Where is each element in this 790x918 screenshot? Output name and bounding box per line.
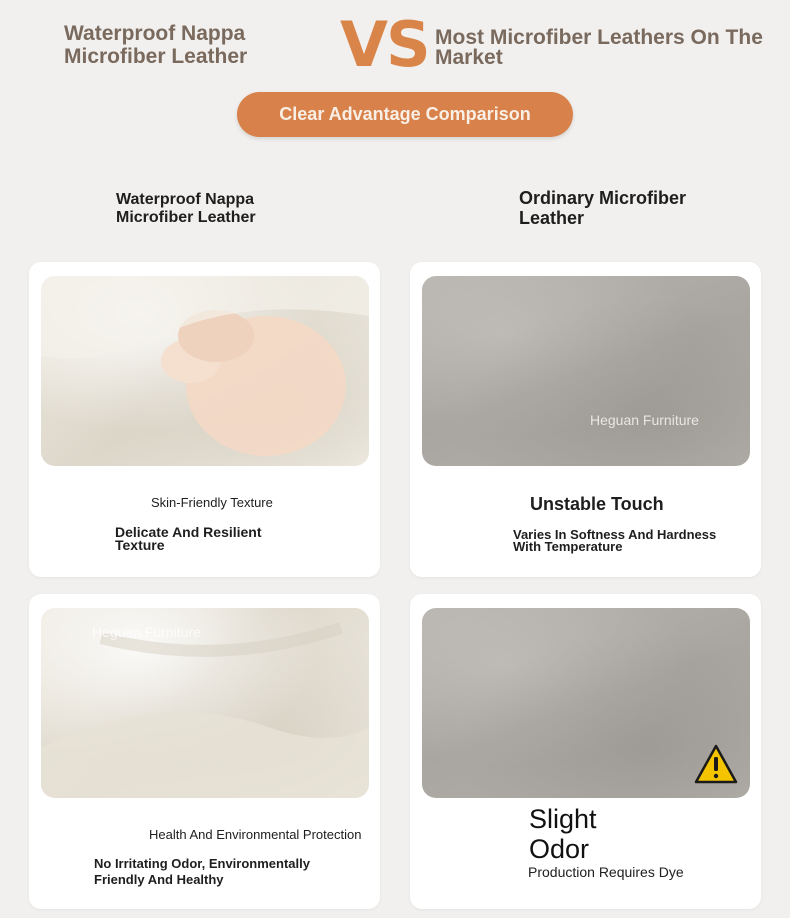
- card-4-heading: Slight Odor: [529, 804, 597, 864]
- cream-leather-folded-image: [41, 608, 369, 798]
- comparison-banner-label: Clear Advantage Comparison: [279, 104, 531, 124]
- card-3-description: No Irritating Odor, Environmentally Friendly And Healthy: [94, 856, 310, 887]
- cream-leather-image: [41, 276, 369, 466]
- watermark-text: Heguan Furniture: [590, 412, 699, 428]
- card-skin-friendly: [29, 262, 380, 577]
- column-title-left: Waterproof Nappa Microfiber Leather: [116, 191, 256, 226]
- folded-leather-illustration: [41, 608, 369, 798]
- card-1-description: Delicate And Resilient Texture: [115, 524, 262, 553]
- grey-leather-image: [422, 276, 750, 466]
- header-left-title: Waterproof Nappa Microfiber Leather: [64, 22, 248, 68]
- card-3-heading: Health And Environmental Protection: [149, 827, 362, 842]
- hand-pressing-leather-illustration: [41, 276, 369, 466]
- card-4-description: Production Requires Dye: [528, 864, 684, 880]
- grey-leather-image: [422, 608, 750, 798]
- card-health-protection: [29, 594, 380, 909]
- card-slight-odor: [410, 594, 761, 909]
- card-1-heading: Skin-Friendly Texture: [151, 495, 273, 510]
- column-title-right: Ordinary Microfiber Leather: [519, 188, 687, 228]
- card-2-description: Varies In Softness And Hardness With Temperature: [513, 527, 717, 554]
- header-right-title: Most Microfiber Leathers On The Market: [435, 26, 763, 69]
- vs-label: VS: [340, 8, 429, 81]
- watermark-text: Heguan Furniture: [92, 624, 201, 640]
- card-unstable-touch: [410, 262, 761, 577]
- card-2-heading: Unstable Touch: [530, 494, 664, 514]
- comparison-banner: [237, 92, 573, 137]
- warning-triangle-icon: [694, 744, 738, 784]
